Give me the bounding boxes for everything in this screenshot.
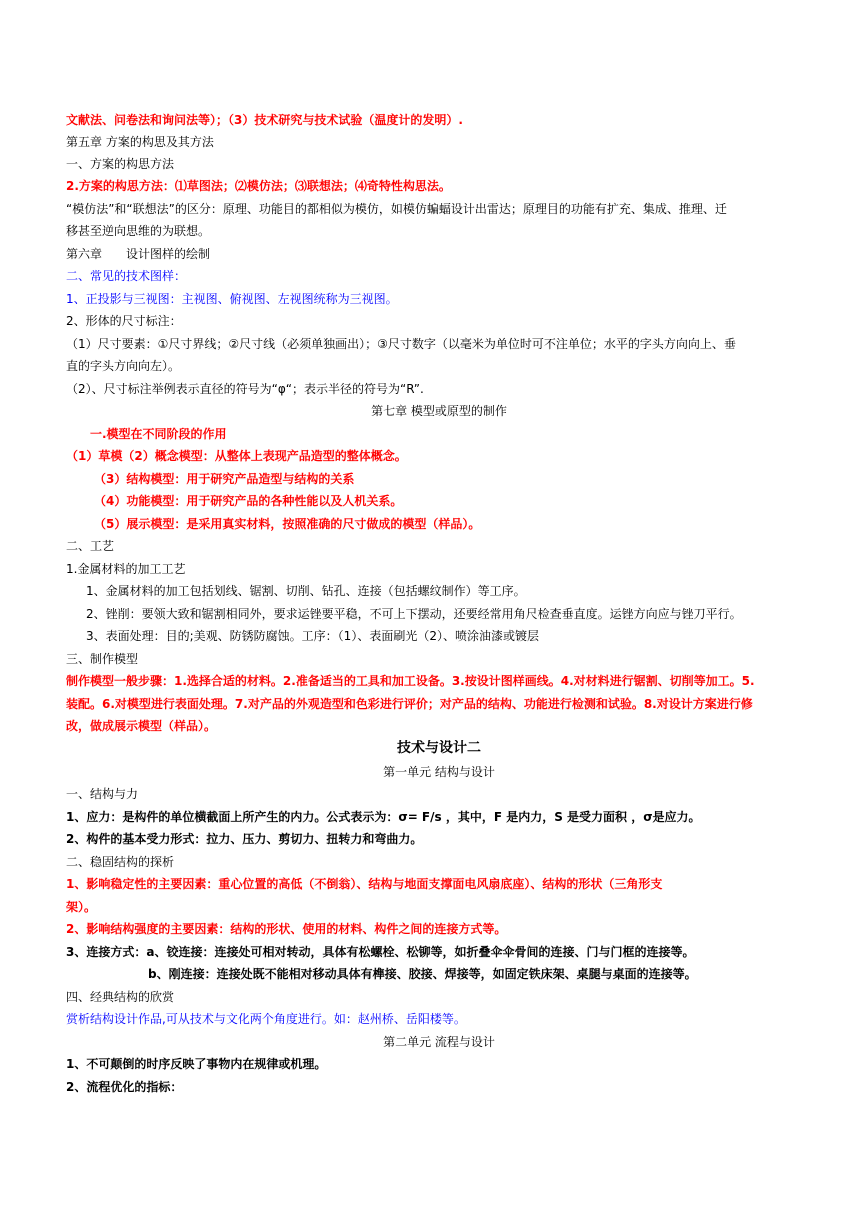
section-heading: 一、方案的构思方法 [66, 157, 175, 171]
unit-heading: 第一单元 结构与设计 [383, 765, 495, 779]
section-heading: 二、常见的技术图样： [66, 269, 187, 283]
text-line: 3、表面处理：目的;美观、防锈防腐蚀。工序：（1）、表面刷光（2）、喷涂油漆或镀层 [86, 629, 539, 643]
text-line: （4）功能模型：用于研究产品的各种性能以及人机关系。 [94, 494, 403, 508]
section-heading: 三、制作模型 [66, 652, 139, 666]
unit-heading: 第二单元 流程与设计 [383, 1035, 495, 1049]
text-line: 制作模型一般步骤：1.选择合适的材料。2.准备适当的工具和加工设备。3.按设计图样画线。4.对材料进行锯割、切削等加工。5. [66, 674, 755, 688]
section-heading: 二、工艺 [66, 539, 115, 553]
text-line: 直的字头方向向左）。 [66, 359, 181, 373]
text-line: （2）、尺寸标注举例表示直径的符号为“φ“；表示半径的符号为“R”. [66, 382, 424, 396]
chapter-heading: 第五章 方案的构思及其方法 [66, 135, 214, 149]
section-heading: 二、稳固结构的探析 [66, 855, 175, 869]
text-line: 3、连接方式：a、铰连接：连接处可相对转动，具体有松螺栓、松铆等，如折叠伞伞骨间的连接、门与门框的连接等。 [66, 945, 695, 959]
chapter-heading: 第六章 设计图样的绘制 [66, 247, 211, 261]
text-line: （1）尺寸要素：①尺寸界线；②尺寸线（必须单独画出）；③尺寸数字（以毫米为单位时可不注单位；水平的字头方向向上、垂 [66, 337, 736, 351]
text-line: 赏析结构设计作品,可从技术与文化两个角度进行。如：赵州桥、岳阳楼等。 [66, 1012, 466, 1026]
section-heading: 一、结构与力 [66, 787, 139, 801]
text-line: 文献法、问卷法和询问法等）；（3）技术研究与技术试验（温度计的发明）. [66, 113, 463, 127]
text-line: “模仿法”和“联想法”的区分：原理、功能目的都相似为模仿，如模仿蝙蝠设计出雷达；原理目的功能有扩充、集成、推理、迁 [66, 202, 727, 216]
text-line: b、刚连接：连接处既不能相对移动具体有榫接、胶接、焊接等，如固定铁床架、桌腿与桌面的连接等。 [148, 967, 697, 981]
text-line: 改，做成展示模型（样品）。 [66, 719, 217, 733]
text-line: 2.方案的构思方法：⑴草图法；⑵模仿法；⑶联想法；⑷奇特性构思法。 [66, 179, 451, 193]
text-line: 装配。6.对模型进行表面处理。7.对产品的外观造型和色彩进行评价；对产品的结构、功能进行检测和试验。8.对设计方案进行修 [66, 697, 753, 711]
text-line: 2、流程优化的指标： [66, 1080, 183, 1094]
text-line: 1、金属材料的加工包括划线、锯割、切削、钻孔、连接（包括螺纹制作）等工序。 [86, 584, 526, 598]
text-line: 1、影响稳定性的主要因素：重心位置的高低（不倒翁）、结构与地面支撑面电风扇底座）、结构的形状（三角形支 [66, 877, 663, 891]
text-line: 1、应力：是构件的单位横截面上所产生的内力。公式表示为：σ= F/s ，其中，F 是内力，S 是受力面积 ，σ是应力。 [66, 810, 701, 824]
section-heading: 四、经典结构的欣赏 [66, 990, 175, 1004]
section-heading: 一.模型在不同阶段的作用 [90, 427, 227, 441]
text-line: 1、不可颠倒的时序反映了事物内在规律或机理。 [66, 1057, 327, 1071]
text-line: 2、构件的基本受力形式：拉力、压力、剪切力、扭转力和弯曲力。 [66, 832, 423, 846]
part-title: 技术与设计二 [397, 740, 481, 756]
text-line: 1.金属材料的加工工艺 [66, 562, 186, 576]
text-line: 2、锉削：要领大致和锯割相同外，要求运锉要平稳，不可上下摆动，还要经常用角尺检查垂直度。运锉方向应与锉刀平行。 [86, 607, 742, 621]
text-line: 移甚至逆向思维的为联想。 [66, 224, 211, 238]
text-line: （1）草模（2）概念模型：从整体上表现产品造型的整体概念。 [66, 449, 407, 463]
text-line: 1、正投影与三视图：主视图、俯视图、左视图统称为三视图。 [66, 292, 398, 306]
chapter-heading: 第七章 模型或原型的制作 [371, 404, 507, 418]
text-line: （5）展示模型：是采用真实材料，按照准确的尺寸做成的模型（样品）。 [94, 517, 481, 531]
text-line: （3）结构模型：用于研究产品造型与结构的关系 [94, 472, 355, 486]
text-line: 架）。 [66, 900, 97, 914]
text-line: 2、影响结构强度的主要因素：结构的形状、使用的材料、构件之间的连接方式等。 [66, 922, 507, 936]
text-line: 2、形体的尺寸标注： [66, 314, 182, 328]
